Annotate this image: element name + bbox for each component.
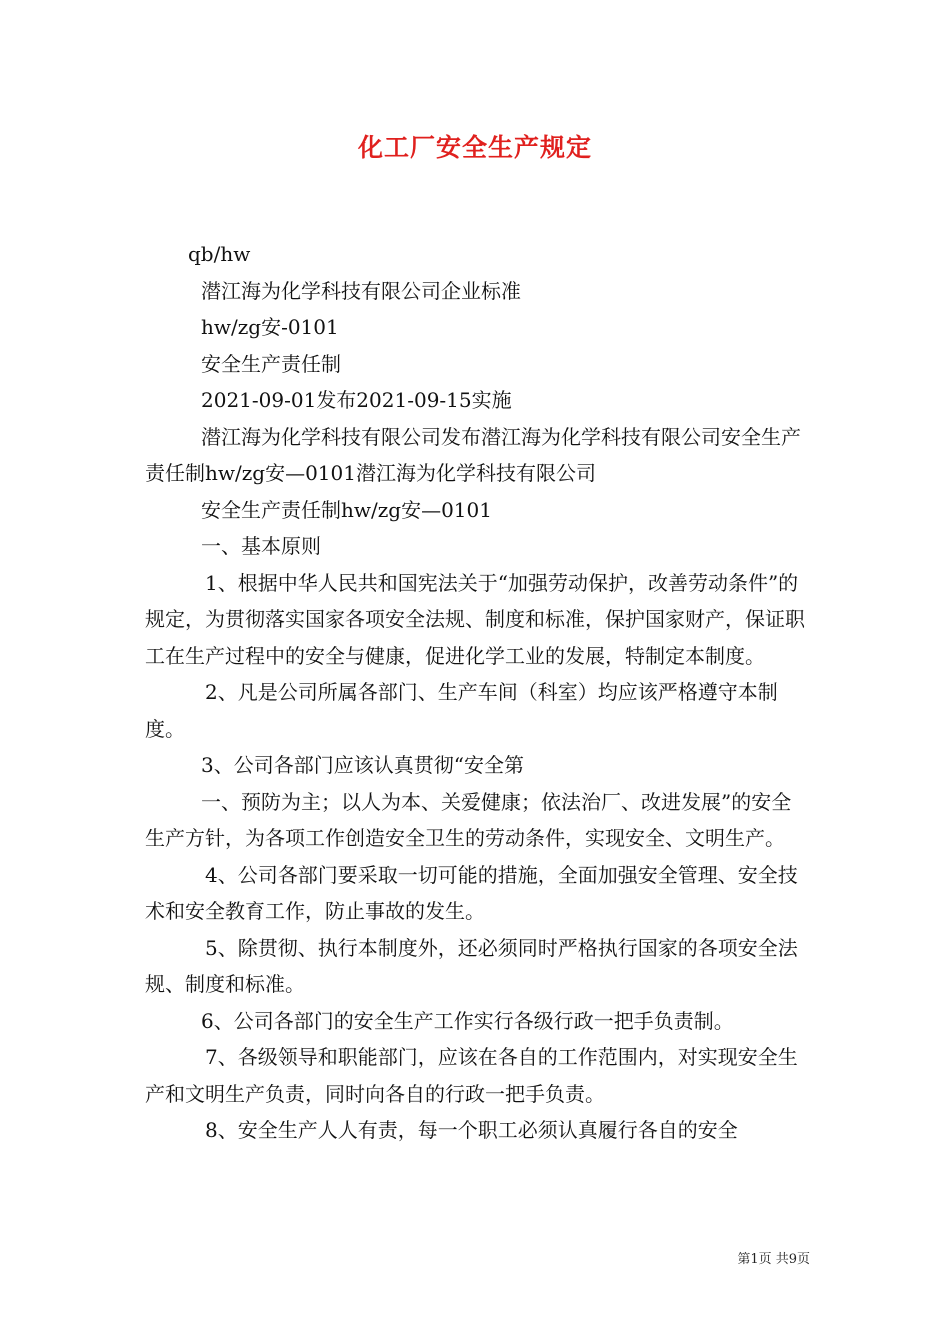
- paragraph-dates: 2021-09-01发布2021-09-15实施: [201, 388, 512, 412]
- paragraph-document-name: 安全生产责任制: [201, 351, 341, 376]
- paragraph-standard-code: qb/hw: [188, 242, 251, 266]
- paragraph-subtitle: 安全生产责任制hw/zg安—0101: [201, 497, 492, 522]
- paragraph-item-2: 2、凡是公司所属各部门、生产车间（科室）均应该严格遵守本制度。: [145, 680, 778, 741]
- section-heading-basic-principles: 一、基本原则: [201, 534, 321, 558]
- paragraph-item-4: 4、公司各部门要采取一切可能的措施，全面加强安全管理、安全技术和安全教育工作，防止事故的发生。: [145, 862, 798, 923]
- paragraph-item-1: 1、根据中华人民共和国宪法关于“加强劳动保护，改善劳动条件”的规定，为贯彻落实国家各项安全法规、制度和标准，保护国家财产，保证职工在生产过程中的安全与健康，促进化学工业的发展，特制定本制度。: [145, 570, 805, 668]
- document-title: 化工厂安全生产规定: [357, 133, 592, 162]
- document-body: [145, 236, 810, 1149]
- page-number: 第1页 共9页: [737, 1252, 810, 1267]
- paragraph-item-3-continued: 一、预防为主；以人为本、关爱健康；依法治厂、改进发展”的安全生产方针，为各项工作创造安全卫生的劳动条件，实现安全、文明生产。: [145, 789, 792, 850]
- paragraph-item-5: 5、除贯彻、执行本制度外，还必须同时严格执行国家的各项安全法规、制度和标准。: [145, 935, 798, 996]
- paragraph-document-number: hw/zg安-0101: [201, 315, 339, 339]
- paragraph-item-6: 6、公司各部门的安全生产工作实行各级行政一把手负责制。: [201, 1008, 734, 1033]
- paragraph-item-3: 3、公司各部门应该认真贯彻“安全第: [201, 753, 524, 777]
- paragraph-item-7: 7、各级领导和职能部门，应该在各自的工作范围内，对实现安全生产和文明生产负责，同时向各自的行政一把手负责。: [145, 1045, 798, 1106]
- paragraph-item-8: 8、安全生产人人有责，每一个职工必须认真履行各自的安全: [205, 1118, 738, 1142]
- paragraph-company-standard: 潜江海为化学科技有限公司企业标准: [201, 278, 521, 303]
- paragraph-issuer: 潜江海为化学科技有限公司发布潜江海为化学科技有限公司安全生产责任制hw/zg安—0101潜江海为化学科技有限公司: [145, 424, 801, 485]
